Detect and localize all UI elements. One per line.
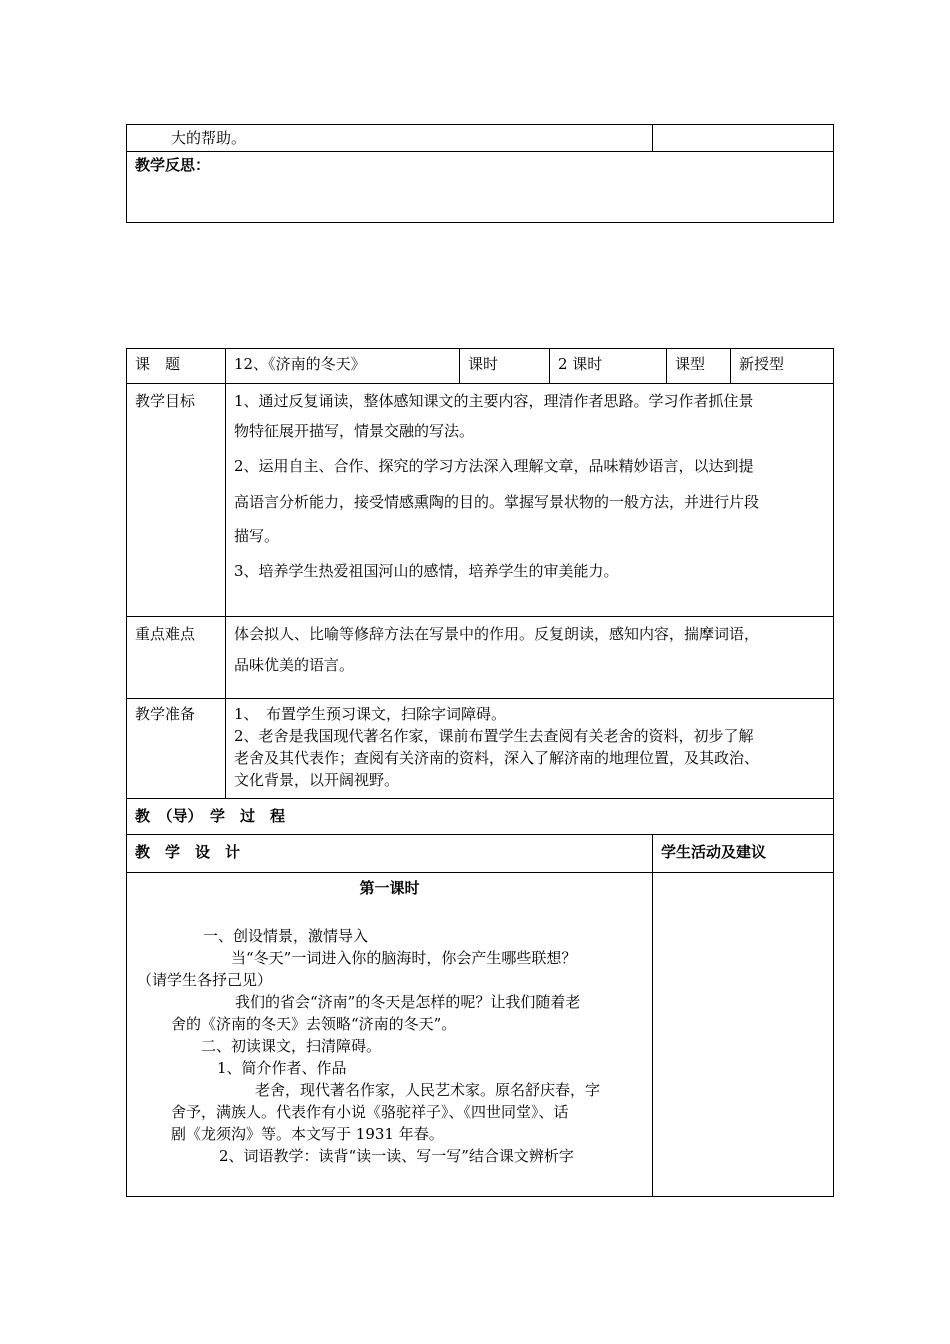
- top-table: [126, 124, 834, 223]
- hours-value: 2 课时: [558, 355, 603, 373]
- objectives-cell: [226, 384, 834, 617]
- prep-line: 1、 布置学生预习课文，扫除字词障碍。: [234, 705, 507, 723]
- prep-label: 教学准备: [135, 705, 196, 723]
- design-table: [126, 834, 834, 1197]
- type-label: 课型: [675, 355, 706, 373]
- design-header-cell: [127, 835, 653, 873]
- design-line: 我们的省会“济南”的冬天是怎样的呢？让我们随着老: [235, 993, 581, 1011]
- keypoints-label-cell: [127, 617, 226, 699]
- process-header: 教 （导） 学 过 程: [135, 807, 286, 825]
- type-value-cell: [731, 349, 834, 384]
- design-line: 一、创设情景，激情导入: [203, 927, 369, 945]
- objective-line: 3、培养学生热爱祖国河山的感情，培养学生的审美能力。: [234, 562, 619, 580]
- prep-line: 2、老舍是我国现代著名作家，课前布置学生去查阅有关老舍的资料，初步了解: [234, 727, 754, 745]
- topic-value-cell: [226, 349, 460, 384]
- reflection-label: 教学反思：: [135, 156, 211, 174]
- lesson-table: [126, 348, 834, 835]
- continuation-side-cell: [653, 125, 834, 152]
- objectives-list: [226, 384, 833, 592]
- keypoint-line: 体会拟人、比喻等修辞方法在写景中的作用。反复朗读，感知内容，揣摩词语，: [234, 625, 760, 643]
- topic-label-cell: [127, 349, 226, 384]
- design-line: （请学生各抒己见）: [137, 971, 273, 989]
- prep-cell: [226, 699, 834, 799]
- prep-line: 文化背景，以开阔视野。: [234, 771, 400, 789]
- hours-value-cell: [550, 349, 667, 384]
- hours-label: 课时: [468, 355, 499, 373]
- prep-line: 老舍及其代表作；查阅有关济南的资料，深入了解济南的地理位置，及其政治、: [234, 749, 760, 767]
- design-line: 二、初读课文，扫清障碍。: [201, 1037, 382, 1055]
- hours-label-cell: [460, 349, 550, 384]
- design-line: 2、词语教学：读背“读一读、写一写”结合课文辨析字: [219, 1147, 574, 1165]
- student-header-cell: [653, 835, 834, 873]
- student-activity-cell: [653, 873, 834, 1197]
- objectives-label-cell: [127, 384, 226, 617]
- design-line: 舍予，满族人。代表作有小说《骆驼祥子》、《四世同堂》、话: [171, 1103, 569, 1121]
- design-line: 当“冬天”一词进入你的脑海时，你会产生哪些联想？: [231, 949, 577, 967]
- continuation-cell: [127, 125, 653, 152]
- design-content: [127, 899, 652, 1167]
- type-value: 新授型: [739, 355, 785, 373]
- objective-line: 物特征展开描写，情景交融的写法。: [234, 422, 475, 440]
- keypoint-line: 品味优美的语言。: [234, 656, 355, 674]
- objectives-label: 教学目标: [135, 392, 196, 410]
- type-label-cell: [667, 349, 731, 384]
- prep-list: [226, 699, 833, 791]
- topic-value: 12、《济南的冬天》: [234, 355, 366, 373]
- process-header-cell: [127, 799, 834, 835]
- keypoints-label: 重点难点: [135, 625, 196, 643]
- design-header: 教 学 设 计: [135, 843, 241, 861]
- student-header: 学生活动及建议: [661, 843, 767, 861]
- design-line: 1、简介作者、作品: [217, 1059, 347, 1077]
- objective-line: 高语言分析能力，接受情感熏陶的目的。掌握写景状物的一般方法，并进行片段: [234, 493, 760, 511]
- design-line: 舍的《济南的冬天》去领略“济南的冬天”。: [171, 1015, 457, 1033]
- objective-line: 1、通过反复诵读，整体感知课文的主要内容，理清作者思路。学习作者抓住景: [234, 392, 754, 410]
- objective-line: 描写。: [234, 527, 280, 545]
- keypoints-cell: [226, 617, 834, 699]
- objective-line: 2、运用自主、合作、探究的学习方法深入理解文章，品味精妙语言，以达到提: [234, 457, 754, 475]
- design-line: 老舍，现代著名作家，人民艺术家。原名舒庆春，字: [255, 1081, 601, 1099]
- reflection-cell: [127, 152, 834, 223]
- keypoints-list: [226, 617, 833, 685]
- design-line: 剧《龙须沟》等。本文写于 1931 年春。: [171, 1125, 444, 1143]
- continuation-text: 大的帮助。: [171, 129, 247, 147]
- prep-label-cell: [127, 699, 226, 799]
- period-title: 第一课时: [359, 879, 420, 897]
- topic-label: 课 题: [135, 355, 181, 373]
- design-content-cell: [127, 873, 653, 1197]
